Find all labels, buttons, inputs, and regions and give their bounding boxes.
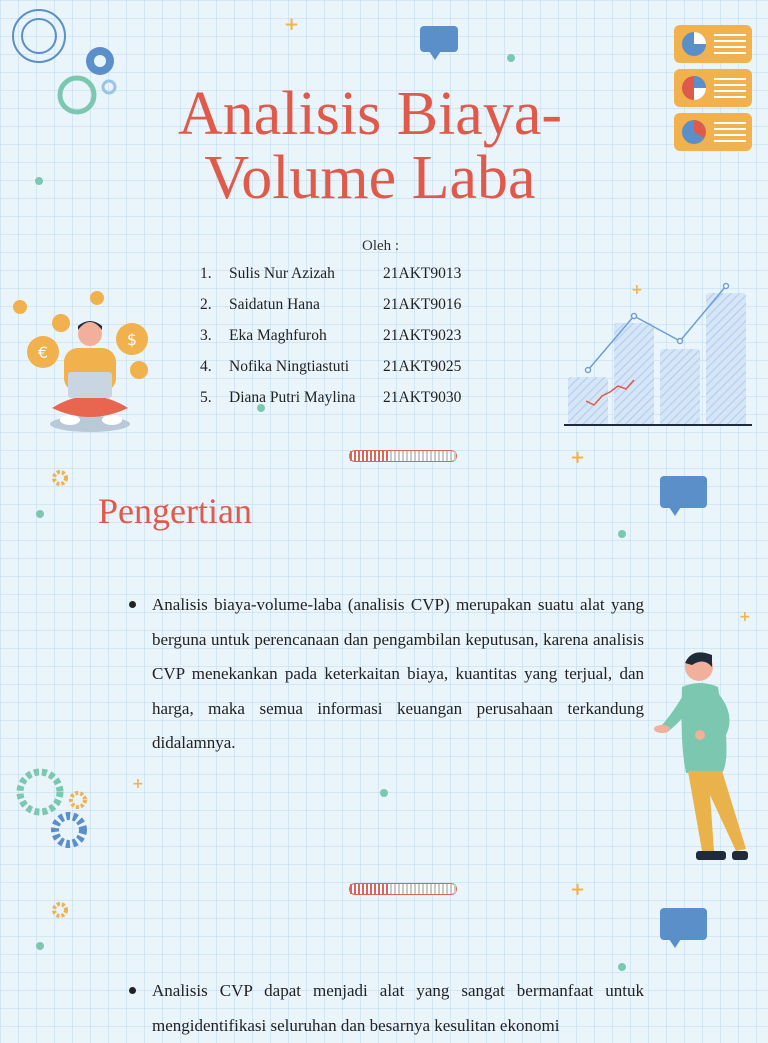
svg-text:€: € [37, 343, 49, 362]
dot-decoration [380, 789, 388, 797]
author-row [200, 358, 461, 389]
svg-text:$: $ [126, 330, 138, 349]
chart-bar [706, 293, 746, 425]
author-id: 21AKT9013 [383, 265, 462, 282]
chart-bar [568, 377, 608, 425]
author-row [200, 296, 461, 327]
author-id: 21AKT9023 [383, 327, 462, 344]
gear-icon [20, 772, 60, 812]
coin-icon [90, 291, 104, 305]
title-line-2: Volume Laba [204, 144, 536, 212]
bar-chart-illustration [562, 283, 754, 428]
gear-icon [71, 793, 85, 807]
author-name: Saidatun Hana [229, 296, 320, 313]
gear-icon [13, 10, 65, 62]
author-list [200, 265, 461, 420]
bottom-clip [0, 970, 768, 1035]
coin-icon [52, 314, 70, 332]
dot-decoration [618, 530, 626, 538]
author-id: 21AKT9030 [383, 389, 462, 406]
plus-icon: + [284, 14, 300, 35]
section-heading: Pengertian [98, 491, 252, 531]
page-title [0, 82, 740, 210]
gear-icon [55, 816, 83, 844]
title-line-1: Analisis Biaya- [178, 80, 562, 148]
progress-remaining [390, 451, 456, 461]
author-label: Oleh : [362, 238, 400, 254]
dot-decoration [36, 510, 44, 518]
author-name: Diana Putri Maylina [229, 389, 356, 406]
author-id: 21AKT9016 [383, 296, 462, 313]
progress-bar [349, 883, 457, 895]
author-name: Sulis Nur Azizah [229, 265, 335, 282]
gear-icon [86, 47, 114, 75]
chart-bar [660, 349, 700, 425]
coin-icon [130, 361, 148, 379]
chat-bubble-icon [660, 908, 707, 940]
bullet-paragraph: Analisis CVP dapat menjadi alat yang sangat bermanfaat untuk mengidentifikasi seluruhan dan besarnya kesulitan ekonomi [152, 974, 644, 1043]
plus-icon: + [570, 879, 586, 900]
person-presenting-illustration [652, 645, 752, 869]
gear-icon [50, 468, 70, 488]
chat-bubble-icon [420, 26, 458, 52]
author-number: 4. [200, 358, 212, 375]
coin-icon [13, 300, 27, 314]
author-number: 2. [200, 296, 212, 313]
author-number: 1. [200, 265, 212, 282]
progress-fill [350, 884, 388, 894]
gear-cluster-bottom-left [12, 762, 92, 854]
dot-decoration [507, 54, 515, 62]
author-number: 3. [200, 327, 212, 344]
plus-icon: + [631, 282, 643, 298]
author-row [200, 389, 461, 420]
dot-decoration [36, 942, 44, 950]
author-number: 5. [200, 389, 212, 406]
author-row [200, 265, 461, 296]
progress-fill [350, 451, 388, 461]
plus-icon: + [739, 609, 751, 625]
author-name: Nofika Ningtiastuti [229, 358, 350, 375]
author-row [200, 327, 461, 358]
plus-icon: + [570, 447, 586, 468]
chart-bar [614, 323, 654, 425]
bullet-paragraph: Analisis biaya-volume-laba (analisis CVP) merupakan suatu alat yang berguna untuk perencanaan dan pengambilan keputusan, karena analisis CVP menekankan pada keterkaitan biaya, kuantitas yang terjual, dan harga, maka semua informasi keuangan perusahaan terkandung didalamnya. [152, 588, 644, 761]
progress-remaining [390, 884, 456, 894]
chat-bubble-icon [660, 476, 707, 508]
plus-icon: + [132, 776, 144, 792]
person-laptop-illustration [8, 288, 158, 436]
gear-icon [50, 900, 70, 920]
author-id: 21AKT9025 [383, 358, 462, 375]
progress-bar [349, 450, 457, 462]
trend-line [588, 286, 726, 370]
author-name: Eka Maghfuroh [229, 327, 327, 344]
